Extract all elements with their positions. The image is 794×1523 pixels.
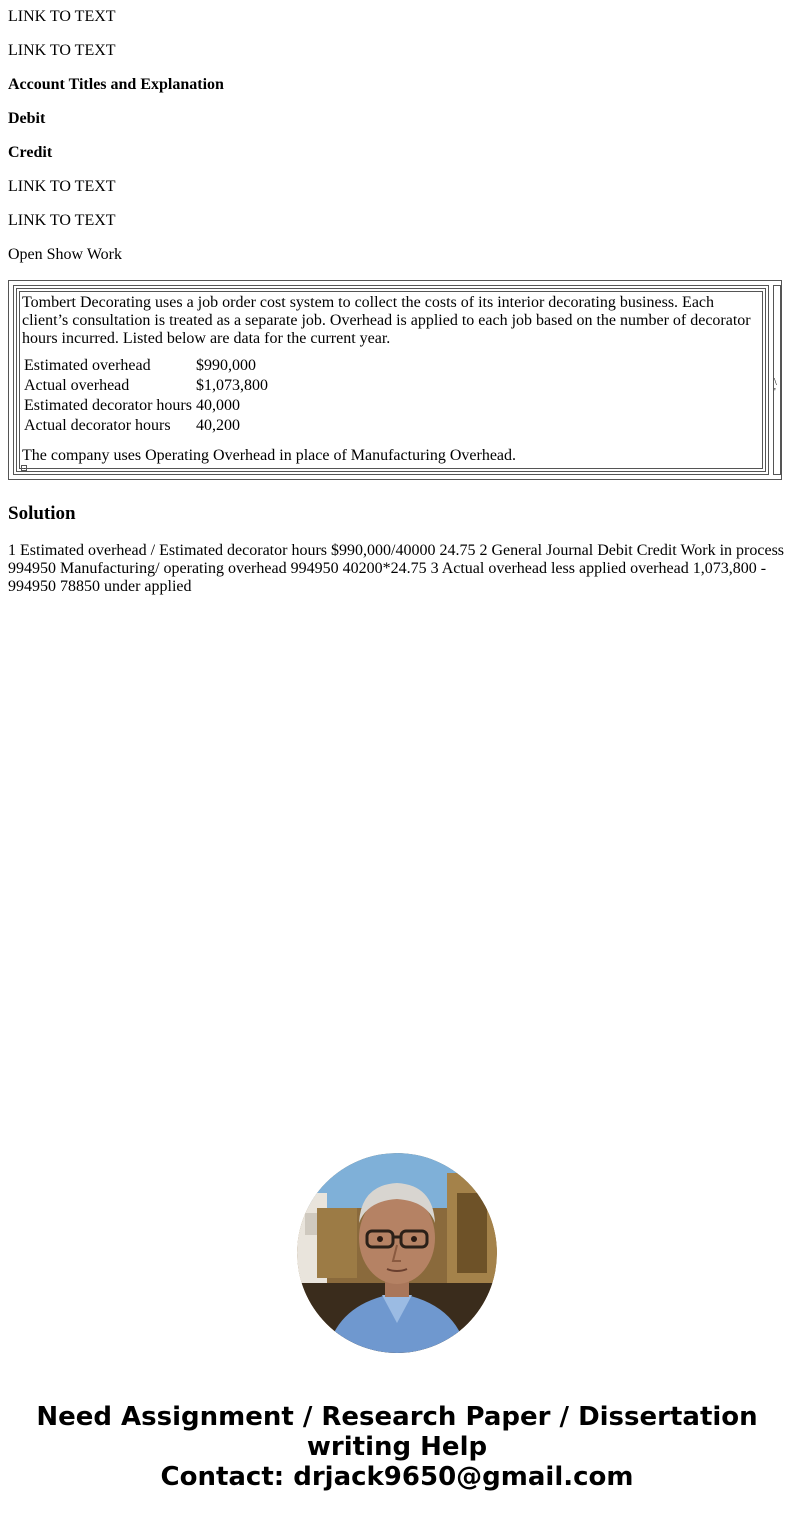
side-cell — [773, 285, 781, 475]
link-to-text-2[interactable]: LINK TO TEXT — [8, 42, 116, 59]
table-row — [22, 356, 270, 376]
problem-note: The company uses Operating Overhead in place of Manufacturing Overhead. — [22, 447, 517, 464]
link-to-text-4[interactable]: LINK TO TEXT — [8, 212, 116, 229]
promo-line-2: writing Help — [306, 1432, 488, 1462]
row-label: Estimated decorator hours — [24, 397, 192, 414]
problem-intro: Tombert Decorating uses a job order cost system to collect the costs of its interior decorating business. Each client’s consultation is treated as a separate job. Overhead is applied to each job based on the number of decorator hours incurred. Listed below are data for the current year. — [22, 294, 751, 347]
row-label: Actual decorator hours — [24, 417, 171, 434]
problem-cell — [13, 285, 769, 475]
solution-text: 1 Estimated overhead / Estimated decorator hours $990,000/40000 24.75 2 General Journal Debit Credit Work in process 994950 Manufacturing/ operating overhead 994950 40200*24.75 3 Actual overhead less applied overhead 1,073,800 - 994950 78850 under applied — [8, 542, 785, 595]
row-value: $990,000 — [195, 357, 256, 374]
person-photo-image — [297, 1153, 497, 1353]
table-row — [22, 416, 270, 436]
problem-table — [8, 280, 782, 480]
open-show-work-link[interactable]: Open Show Work — [8, 246, 122, 263]
side-mark: \ ' — [774, 377, 777, 398]
link-to-text-1[interactable]: LINK TO TEXT — [8, 8, 116, 25]
credit-header: Credit — [8, 144, 53, 161]
broken-image-icon — [21, 465, 27, 471]
row-value: $1,073,800 — [195, 377, 268, 394]
row-value: 40,200 — [195, 417, 240, 434]
solution-heading: Solution — [8, 503, 76, 524]
debit-header: Debit — [8, 110, 46, 127]
row-label: Actual overhead — [24, 377, 130, 394]
overhead-data-table — [22, 356, 270, 436]
promo-line-1: Need Assignment / Research Paper / Dissertation — [36, 1402, 758, 1432]
row-value: 40,000 — [195, 397, 240, 414]
table-row — [22, 376, 270, 396]
link-to-text-3[interactable]: LINK TO TEXT — [8, 178, 116, 195]
promo-banner — [0, 1402, 794, 1492]
person-photo-avatar — [297, 1153, 497, 1353]
problem-content — [19, 291, 763, 469]
table-row — [22, 396, 270, 416]
row-label: Estimated overhead — [24, 357, 151, 374]
promo-contact: Contact: drjack9650@gmail.com — [160, 1462, 634, 1492]
account-titles-header: Account Titles and Explanation — [8, 76, 224, 93]
